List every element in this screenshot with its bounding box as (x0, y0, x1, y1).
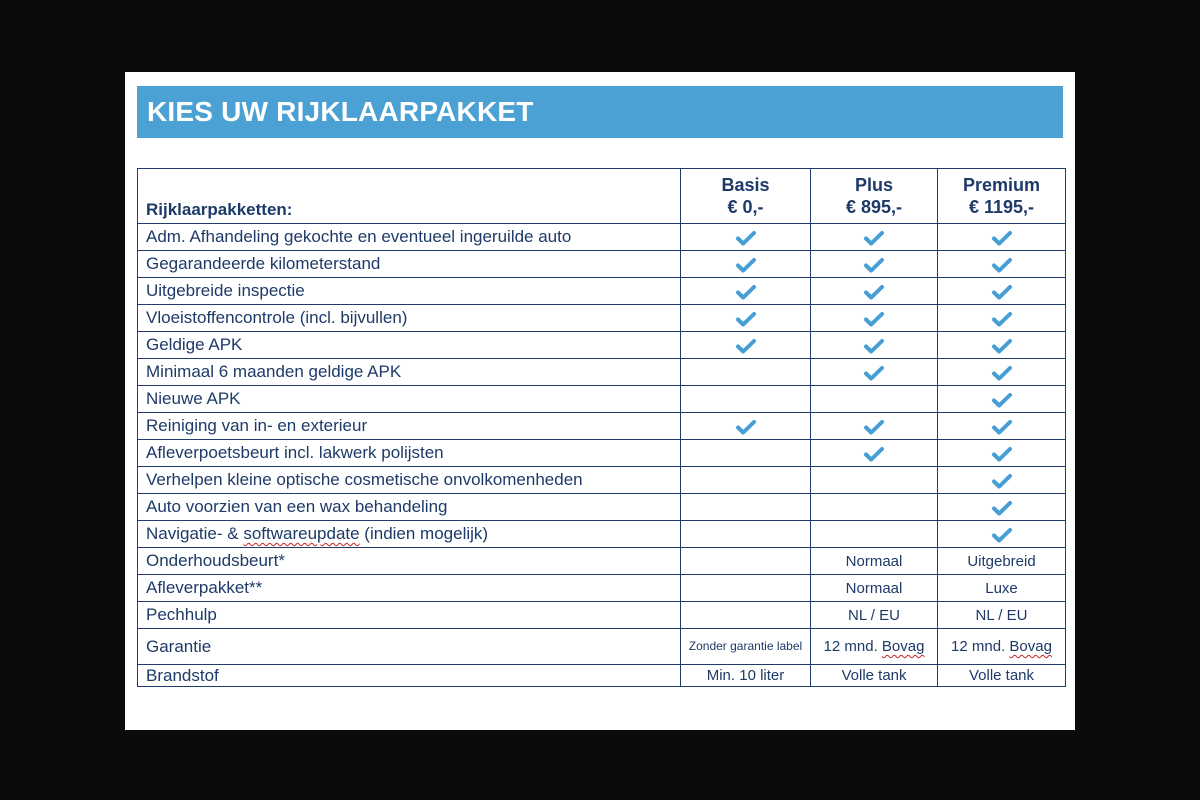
check-icon (735, 338, 757, 354)
check-icon (863, 419, 885, 435)
plus-cell (811, 521, 938, 548)
premium-cell (938, 413, 1066, 440)
check-icon (863, 365, 885, 381)
premium-cell (938, 359, 1066, 386)
feature-label-cell: Nieuwe APK (138, 386, 681, 413)
premium-cell: 12 mnd. Bovag (938, 629, 1066, 665)
plus-cell (811, 224, 938, 251)
plus-cell: 12 mnd. Bovag (811, 629, 938, 665)
premium-cell (938, 440, 1066, 467)
spellcheck-squiggle: Bovag (881, 638, 925, 655)
table-row (138, 629, 1066, 665)
feature-label-cell: Reiniging van in- en exterieur (138, 413, 681, 440)
feature-label-cell: Pechhulp (138, 602, 681, 629)
basis-cell (681, 278, 811, 305)
check-icon (735, 230, 757, 246)
header-banner (137, 86, 1063, 138)
table-row (138, 278, 1066, 305)
table-row (138, 521, 1066, 548)
premium-cell (938, 521, 1066, 548)
basis-cell (681, 467, 811, 494)
premium-cell (938, 332, 1066, 359)
row-group-header: Rijklaarpakketten: (138, 169, 681, 224)
plus-cell (811, 251, 938, 278)
premium-cell (938, 278, 1066, 305)
table-row (138, 251, 1066, 278)
basis-cell: Min. 10 liter (681, 665, 811, 687)
feature-label-cell: Vloeistoffencontrole (incl. bijvullen) (138, 305, 681, 332)
check-icon (991, 311, 1013, 327)
feature-label-cell: Geldige APK (138, 332, 681, 359)
feature-label-cell: Gegarandeerde kilometerstand (138, 251, 681, 278)
basis-cell (681, 548, 811, 575)
basis-cell (681, 413, 811, 440)
plus-cell (811, 440, 938, 467)
basis-cell: Zonder garantie label (681, 629, 811, 665)
check-icon (863, 284, 885, 300)
check-icon (991, 257, 1013, 273)
column-header-premium (938, 169, 1066, 224)
package-name: Premium (962, 174, 1041, 195)
basis-cell (681, 494, 811, 521)
check-icon (863, 338, 885, 354)
plus-cell: NL / EU (811, 602, 938, 629)
premium-cell: NL / EU (938, 602, 1066, 629)
content-panel (125, 72, 1075, 730)
spellcheck-squiggle: Bovag (1009, 638, 1052, 655)
table-row (138, 494, 1066, 521)
column-header-plus (811, 169, 938, 224)
premium-cell (938, 224, 1066, 251)
check-icon (735, 419, 757, 435)
basis-cell (681, 224, 811, 251)
check-icon (991, 473, 1013, 489)
check-icon (863, 311, 885, 327)
premium-cell: Luxe (938, 575, 1066, 602)
premium-cell: Volle tank (938, 665, 1066, 687)
basis-cell (681, 251, 811, 278)
check-icon (991, 419, 1013, 435)
table-row (138, 305, 1066, 332)
package-name: Plus (854, 174, 893, 195)
basis-cell (681, 602, 811, 629)
feature-label-cell: Uitgebreide inspectie (138, 278, 681, 305)
check-icon (991, 392, 1013, 408)
check-icon (991, 527, 1013, 543)
package-comparison-table (137, 168, 1066, 687)
check-icon (991, 446, 1013, 462)
package-price: € 1195,- (968, 197, 1035, 217)
check-icon (863, 446, 885, 462)
plus-cell (811, 467, 938, 494)
feature-label-cell: Adm. Afhandeling gekochte en eventueel ingeruilde auto (138, 224, 681, 251)
check-icon (991, 365, 1013, 381)
package-name: Basis (721, 174, 770, 195)
table-row (138, 548, 1066, 575)
basis-cell (681, 305, 811, 332)
basis-cell (681, 575, 811, 602)
table-row (138, 359, 1066, 386)
table-row (138, 386, 1066, 413)
premium-cell (938, 467, 1066, 494)
feature-label-cell: Garantie (138, 629, 681, 665)
feature-label-cell: Afleverpakket** (138, 575, 681, 602)
table-row (138, 440, 1066, 467)
feature-label-cell: Minimaal 6 maanden geldige APK (138, 359, 681, 386)
feature-label-cell: Brandstof (138, 665, 681, 687)
feature-label-cell: Afleverpoetsbeurt incl. lakwerk polijsten (138, 440, 681, 467)
basis-cell (681, 521, 811, 548)
table-row (138, 332, 1066, 359)
feature-label-cell: Onderhoudsbeurt* (138, 548, 681, 575)
feature-label-cell: Auto voorzien van een wax behandeling (138, 494, 681, 521)
plus-cell (811, 305, 938, 332)
plus-cell (811, 332, 938, 359)
table-row (138, 467, 1066, 494)
check-icon (735, 284, 757, 300)
check-icon (735, 311, 757, 327)
check-icon (863, 230, 885, 246)
spellcheck-squiggle: softwareupdate (243, 524, 360, 543)
column-header-basis (681, 169, 811, 224)
plus-cell: Normaal (811, 548, 938, 575)
premium-cell (938, 386, 1066, 413)
premium-cell (938, 494, 1066, 521)
premium-cell (938, 305, 1066, 332)
table-row (138, 413, 1066, 440)
plus-cell (811, 494, 938, 521)
check-icon (863, 257, 885, 273)
plus-cell (811, 359, 938, 386)
table-row (138, 224, 1066, 251)
plus-cell: Volle tank (811, 665, 938, 687)
header-row (138, 169, 1066, 224)
check-icon (735, 257, 757, 273)
package-price: € 895,- (845, 197, 903, 217)
premium-cell: Uitgebreid (938, 548, 1066, 575)
basis-cell (681, 359, 811, 386)
plus-cell (811, 278, 938, 305)
check-icon (991, 500, 1013, 516)
basis-cell (681, 440, 811, 467)
plus-cell (811, 413, 938, 440)
table-row (138, 575, 1066, 602)
premium-cell (938, 251, 1066, 278)
basis-cell (681, 386, 811, 413)
package-price: € 0,- (727, 197, 764, 217)
plus-cell: Normaal (811, 575, 938, 602)
table-row (138, 665, 1066, 687)
plus-cell (811, 386, 938, 413)
feature-label-cell: Verhelpen kleine optische cosmetische onvolkomenheden (138, 467, 681, 494)
feature-label-cell: Navigatie- & softwareupdate (indien mogelijk) (138, 521, 681, 548)
check-icon (991, 230, 1013, 246)
page-title: KIES UW RIJKLAARPAKKET (147, 96, 534, 127)
check-icon (991, 338, 1013, 354)
table-row (138, 602, 1066, 629)
check-icon (991, 284, 1013, 300)
table-container (137, 168, 1063, 687)
basis-cell (681, 332, 811, 359)
